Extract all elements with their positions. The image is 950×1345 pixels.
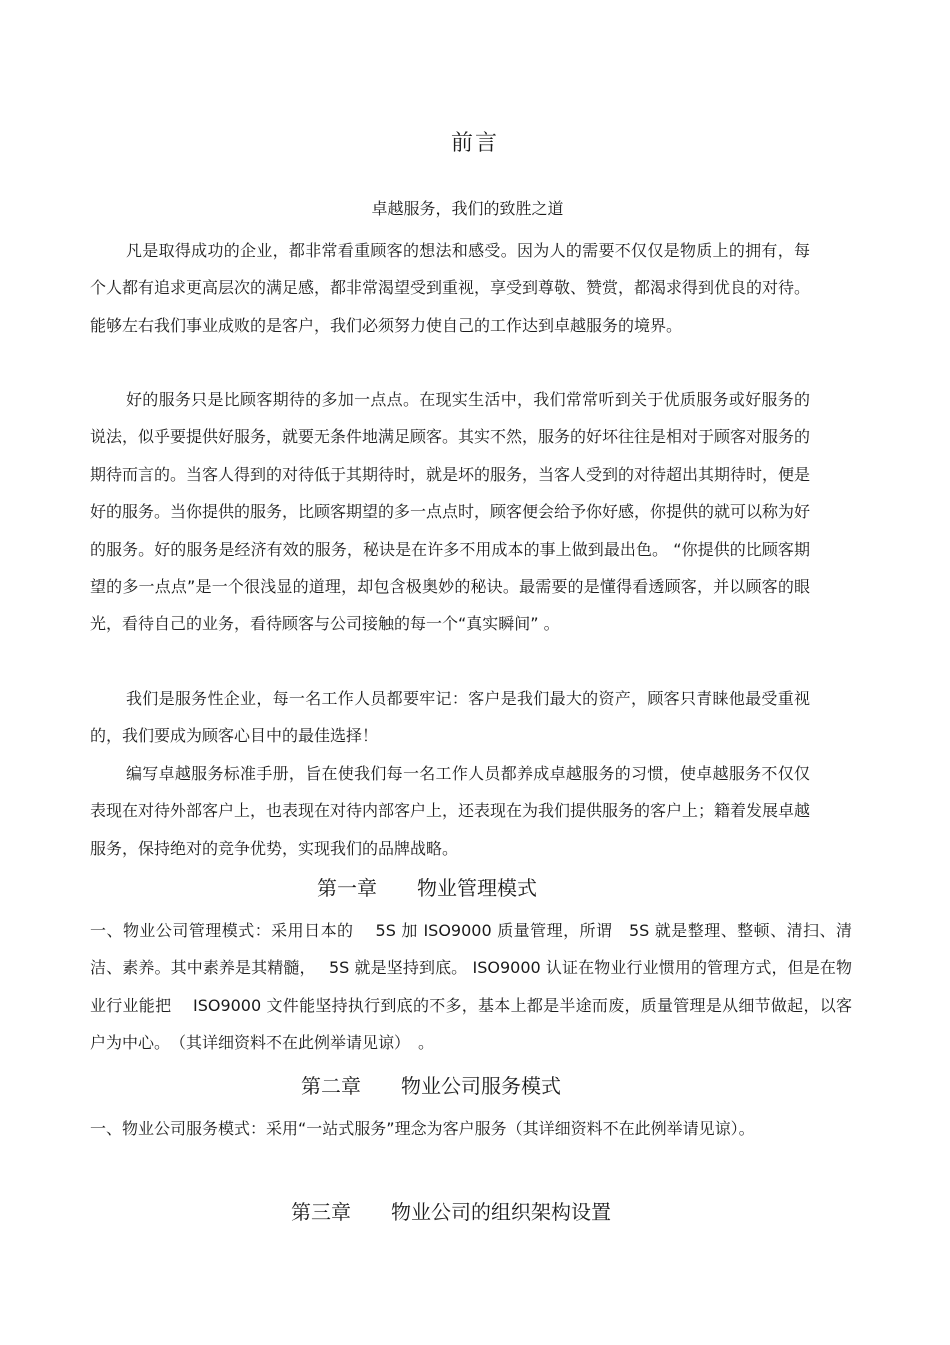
- chapter-2-heading: 第二章 物业公司服务模式: [301, 1074, 561, 1098]
- chapter-1-heading: 第一章 物业管理模式: [317, 876, 537, 900]
- preface-subtitle: 卓越服务，我们的致胜之道: [371, 199, 564, 218]
- preface-paragraph-3: 我们是服务性企业，每一名工作人员都要牢记：客户是我们最大的资产，顾客只青睐他最受重视的，我们要成为顾客心目中的最佳选择！: [90, 689, 810, 746]
- chapter-1-body: 一、物业公司管理模式：采用日本的 5S 加 ISO9000 质量管理，所谓 5S 就是整理、整顿、清扫、清洁、素养。其中素养是其精髓， 5S 就是坚持到底。 ISO9000 认证在物业行业惯用的管理方式，但是在物业行业能把 ISO9000 文件能坚持执行到底的不多，基本上都是半途而废，质量管理是从细节做起，以客户为中心。 （其详细资料不在此例举请见谅） 。: [90, 921, 852, 1053]
- preface-paragraph-1: 凡是取得成功的企业，都非常看重顾客的想法和感受。因为人的需要不仅仅是物质上的拥有，每个人都有追求更高层次的满足感，都非常渴望受到重视，享受到尊敬、赞赏，都渴求得到优良的对待。能够左右我们事业成败的是客户，我们必须努力使自己的工作达到卓越服务的境界。: [90, 241, 811, 335]
- preface-paragraph-4: 编写卓越服务标准手册，旨在使我们每一名工作人员都养成卓越服务的习惯，使卓越服务不仅仅表现在对待外部客户上，也表现在对待内部客户上，还表现在为我们提供服务的客户上；籍着发展卓越服务，保持绝对的竞争优势，实现我们的品牌战略。: [90, 764, 811, 858]
- preface-title: 前言: [450, 131, 499, 156]
- preface-paragraph-2: 好的服务只是比顾客期待的多加一点点。在现实生活中，我们常常听到关于优质服务或好服务的说法，似乎要提供好服务，就要无条件地满足顾客。其实不然，服务的好坏往往是相对于顾客对服务的期待而言的。当客人得到的对待低于其期待时，就是坏的服务，当客人受到的对待超出其期待时，便是好的服务。当你提供的服务，比顾客期望的多一点点时，顾客便会给予你好感，你提供的就可以称为好的服务。好的服务是经济有效的服务，秘诀是在许多不用成本的事上做到最出色。 “你提供的比顾客期望的多一点点”是一个很浅显的道理，却包含极奥妙的秘诀。最需要的是懂得看透顾客，并以顾客的眼光，看待自己的业务，看待顾客与公司接触的每一个“真实瞬间” 。: [90, 390, 811, 634]
- chapter-3-heading: 第三章 物业公司的组织架构设置: [291, 1200, 611, 1224]
- chapter-2-body: 一、物业公司服务模式：采用“一站式服务”理念为客户服务（其详细资料不在此例举请见谅）。: [90, 1119, 755, 1138]
